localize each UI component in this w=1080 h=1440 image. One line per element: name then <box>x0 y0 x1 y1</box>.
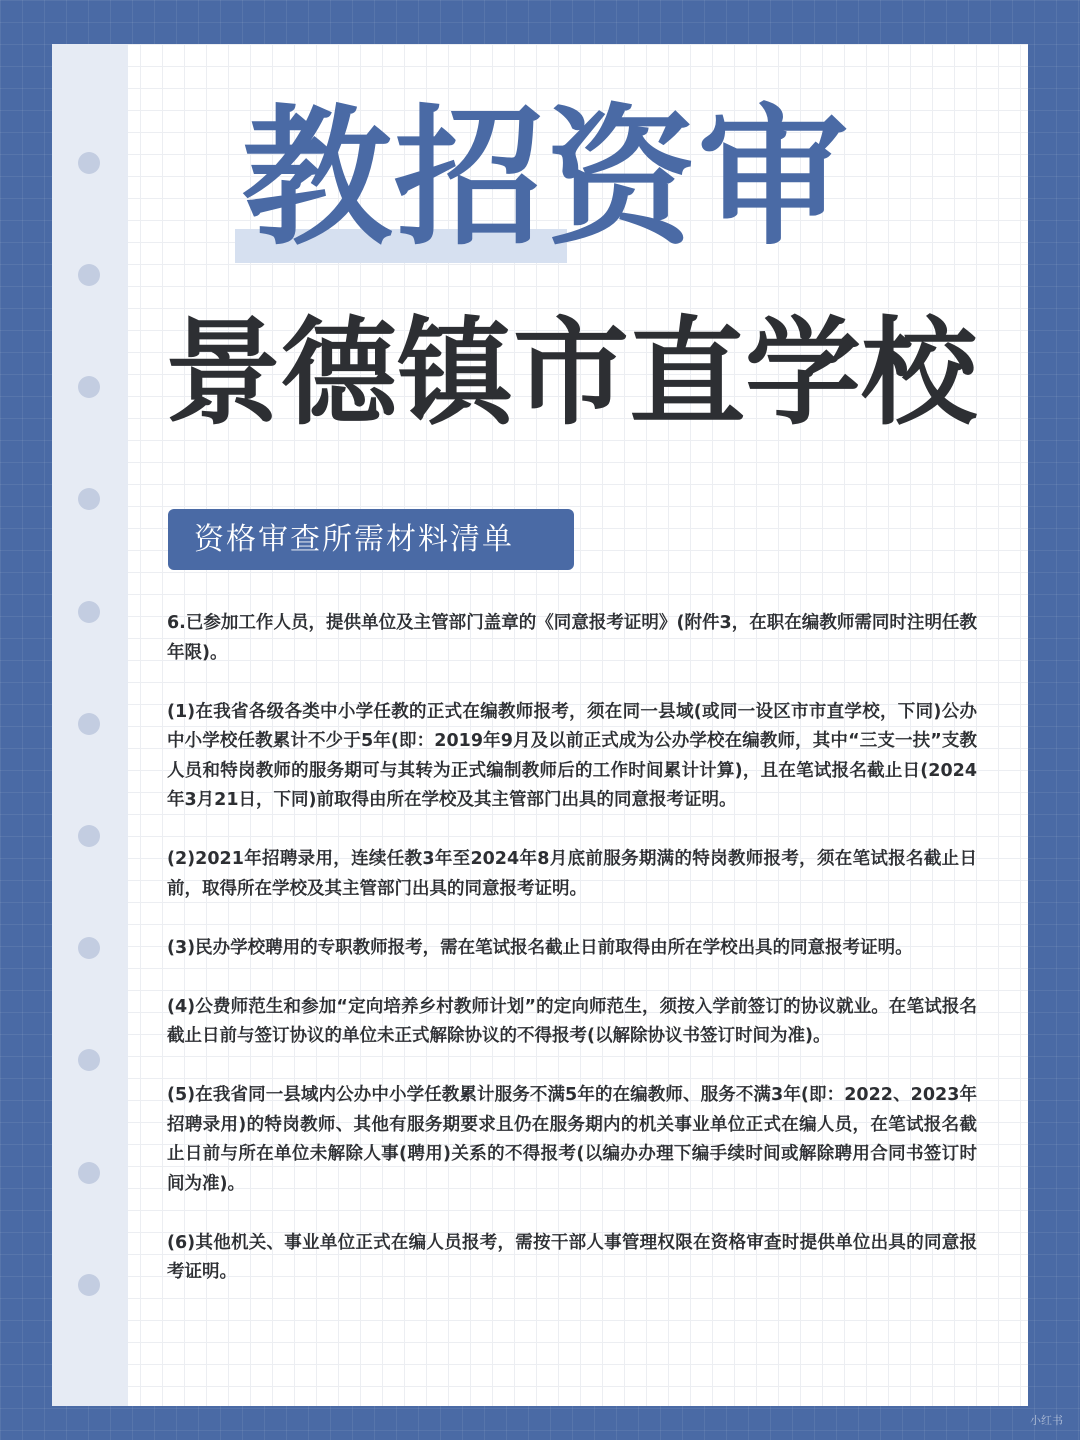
paper-card <box>52 44 1028 1406</box>
section-tag: 资格审查所需材料清单 <box>168 509 574 570</box>
page-subtitle: 景德镇市直学校 <box>165 306 977 441</box>
binding-hole <box>78 264 100 286</box>
binding-hole <box>78 1162 100 1184</box>
binding-hole <box>78 825 100 847</box>
watermark: 小红书 <box>1030 1414 1063 1427</box>
paragraph: (6)其他机关、事业单位正式在编人员报考，需按干部人事管理权限在资格审查时提供单位出具的同意报考证明。 <box>167 1232 977 1282</box>
paragraph: (3)民办学校聘用的专职教师报考，需在笔试报名截止日前取得由所在学校出具的同意报考证明。 <box>167 937 913 958</box>
binding-hole <box>78 1274 100 1296</box>
binding-hole <box>78 376 100 398</box>
page-title: 教招资审 <box>242 92 851 266</box>
binding-hole <box>78 937 100 959</box>
binding-strip <box>52 44 128 1406</box>
paragraph: (4)公费师范生和参加“定向培养乡村教师计划”的定向师范生，须按入学前签订的协议就业。在笔试报名截止日前与签订协议的单位未正式解除协议的不得报考(以解除协议书签订时间为准)。 <box>167 996 977 1046</box>
binding-hole <box>78 713 100 735</box>
binding-hole <box>78 488 100 510</box>
paragraph: (5)在我省同一县域内公办中小学任教累计服务不满5年的在编教师、服务不满3年(即：2022、2023年招聘录用)的特岗教师、其他有服务期要求且仍在服务期内的机关事业单位正式在编人员，在笔试报名截止日前与所在单位未解除人事(聘用)关系的不得报考(以编办办理下编手续时间或解除聘用合同书签订时间为准)。 <box>167 1085 977 1194</box>
binding-hole <box>78 152 100 174</box>
paragraph: 6.已参加工作人员，提供单位及主管部门盖章的《同意报考证明》(附件3，在职在编教师需同时注明任教年限)。 <box>167 613 977 663</box>
paragraph: (2)2021年招聘录用，连续任教3年至2024年8月底前服务期满的特岗教师报考，须在笔试报名截止日前，取得所在学校及其主管部门出具的同意报考证明。 <box>167 849 977 899</box>
content-body <box>167 609 977 1317</box>
binding-hole <box>78 1049 100 1071</box>
paragraph: (1)在我省各级各类中小学任教的正式在编教师报考，须在同一县域(或同一设区市市直学校，下同)公办中小学校任教累计不少于5年(即：2019年9月及以前正式成为公办学校在编教师，其中“三支一扶”支教人员和特岗教师的服务期可与其转为正式编制教师后的工作时间累计计算)，且在笔试报名截止日(2024年3月21日，下同)前取得由所在学校及其主管部门出具的同意报考证明。 <box>167 701 977 810</box>
binding-hole <box>78 601 100 623</box>
